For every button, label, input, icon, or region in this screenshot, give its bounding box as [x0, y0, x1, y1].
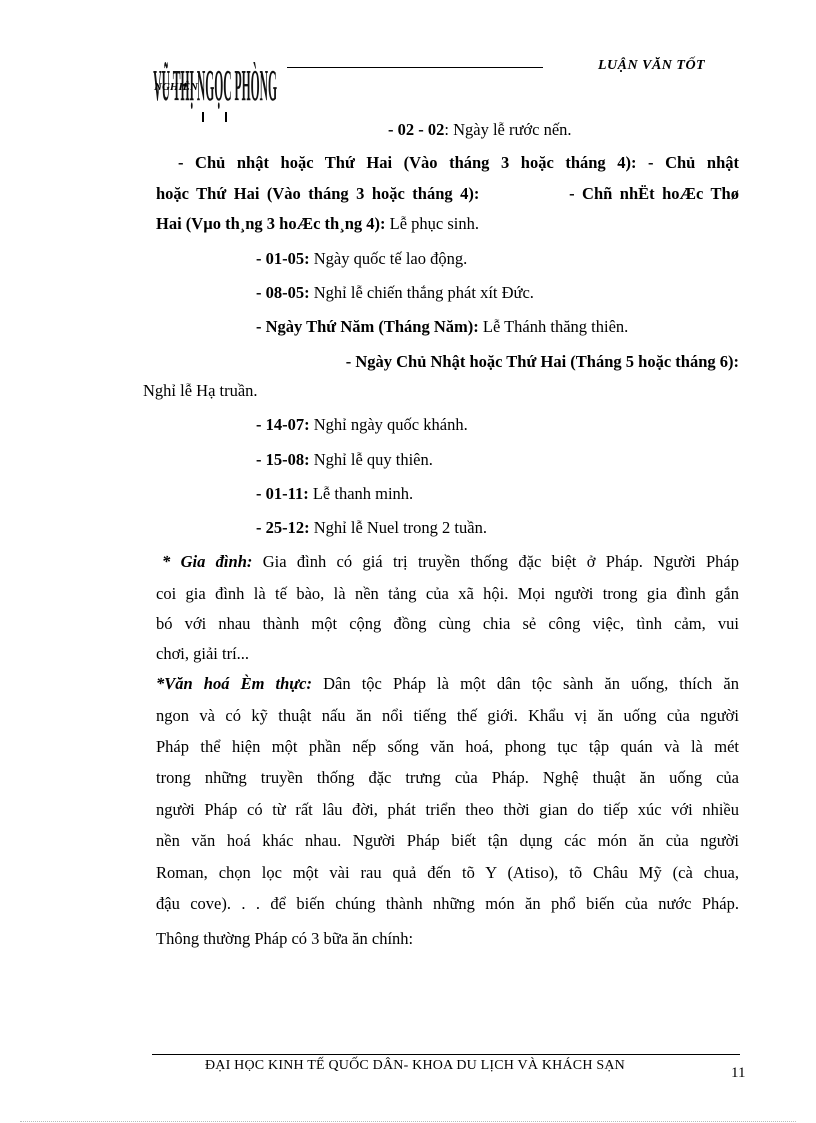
holiday-text: Nghỉ lễ Nuel trong 2 tuần. [309, 518, 487, 537]
pentecost-bold: - Ngày Chủ Nhật hoặc Thứ Hai (Tháng 5 hoặc tháng 6): [345, 352, 739, 371]
holiday-text: Ngày quốc tế lao động. [309, 249, 468, 268]
cuisine-line-6: nền văn hoá khác nhau. Người Pháp biết tận dụng các món ăn của người [156, 831, 739, 850]
svg-text:NGHIÊN: NGHIÊN [154, 81, 199, 93]
holiday-date: - 25-12: [256, 518, 310, 537]
holiday-line [256, 249, 467, 269]
easter-line-2 [156, 184, 739, 204]
holiday-text: Lễ thanh minh. [308, 484, 414, 503]
holiday-line [256, 415, 468, 435]
easter-bold-2b: - Chñ nhËt hoÆc Thø [569, 184, 739, 203]
holiday-line [256, 450, 433, 470]
easter-text: Lễ phục sinh. [385, 214, 479, 233]
holiday-date: - 01-05: [256, 249, 310, 268]
holiday-text: Nghỉ lễ chiến thắng phát xít Đức. [309, 283, 534, 302]
watermark-logo [150, 42, 282, 122]
header-title: LUẬN VĂN TỐT [598, 58, 706, 73]
family-line-2: coi gia đình là tế bào, là nền tảng của xã hội. Mọi người trong gia đình gắn [156, 584, 739, 603]
holiday-date: - 01-11: [256, 484, 309, 503]
easter-bold-2a: hoặc Thứ Hai (Vào tháng 3 hoặc tháng 4): [156, 184, 480, 203]
easter-bold-3: Hai (Vµo th¸ng 3 hoÆc th¸ng 4): [156, 214, 386, 233]
cuisine-line-7: Roman, chọn lọc một vài rau quả đến tõ Y (Atiso), tõ Châu Mỹ (cà chua, [156, 863, 739, 882]
cuisine-line-3: Pháp thể hiện một phần nếp sống văn hoá, phong tục tập quán và là mét [156, 737, 739, 756]
cuisine-line-1 [156, 674, 739, 694]
family-line-4: chơi, giải trí... [156, 644, 250, 663]
footer-rule [152, 1054, 740, 1055]
cuisine-line-8: đậu cove). . . để biến chúng thành những món ăn phổ biến của nước Pháp. [156, 894, 739, 913]
ascension-line [256, 317, 628, 337]
ascension-text: Lễ Thánh thăng thiên. [478, 317, 629, 336]
easter-line-3 [156, 214, 479, 234]
cuisine-line-9: Thông thường Pháp có 3 bữa ăn chính: [156, 929, 414, 948]
svg-text:VŨ THỊ NGỌC PHÒNG: VŨ THỊ NGỌC PHÒNG [153, 60, 278, 110]
family-text: Gia đình có giá trị truyền thống đặc biệt ở Pháp. Người Pháp [252, 552, 739, 571]
holiday-line [256, 283, 534, 303]
header-rule [287, 67, 543, 68]
cuisine-label: *Văn hoá Èm thực: [156, 674, 312, 693]
holiday-text: : Ngày lễ rước nến. [444, 120, 572, 139]
cuisine-line-4: trong những truyền thống đặc trưng của Pháp. Nghệ thuật ăn uống của [156, 768, 739, 787]
holiday-line [388, 120, 572, 140]
easter-line-1 [156, 153, 739, 173]
holiday-text: Nghỉ ngày quốc khánh. [309, 415, 468, 434]
cuisine-text: Dân tộc Pháp là một dân tộc sành ăn uống, thích ăn [311, 674, 739, 693]
family-line-1 [156, 552, 739, 572]
holiday-text: Nghỉ lễ quy thiên. [309, 450, 433, 469]
easter-bold-1: - Chủ nhật hoặc Thứ Hai (Vào tháng 3 hoặc tháng 4): - Chủ nhật [178, 153, 739, 172]
holiday-date: - 08-05: [256, 283, 310, 302]
logo-graphic [150, 42, 282, 122]
family-label: * Gia đình: [162, 552, 253, 571]
pentecost-line-2 [143, 381, 258, 401]
pentecost-line-1 [258, 352, 739, 372]
family-line-3: bó với nhau thành một cộng đồng cùng chia sẻ công việc, tình cảm, vui [156, 614, 739, 633]
pentecost-text: Nghỉ lễ Hạ truần. [143, 381, 258, 400]
holiday-date: - 14-07: [256, 415, 310, 434]
ascension-bold: - Ngày Thứ Năm (Tháng Năm): [256, 317, 479, 336]
cuisine-line-2: ngon và có kỹ thuật nấu ăn nổi tiếng thế giới. Khẩu vị ăn uống của người [156, 706, 739, 725]
footer-text: ĐẠI HỌC KINH TẾ QUỐC DÂN- KHOA DU LỊCH VÀ KHÁCH SẠN [205, 1058, 625, 1073]
cuisine-line-5: người Pháp có từ rất lâu đời, phát triển theo thời gian do tiếp xúc với nhiều [156, 800, 739, 819]
page-number: 11 [731, 1065, 746, 1081]
holiday-line [256, 484, 413, 504]
holiday-date: - 15-08: [256, 450, 310, 469]
page-edge [20, 1121, 796, 1122]
holiday-date: - 02 - 02 [388, 120, 445, 139]
holiday-line [256, 518, 487, 538]
